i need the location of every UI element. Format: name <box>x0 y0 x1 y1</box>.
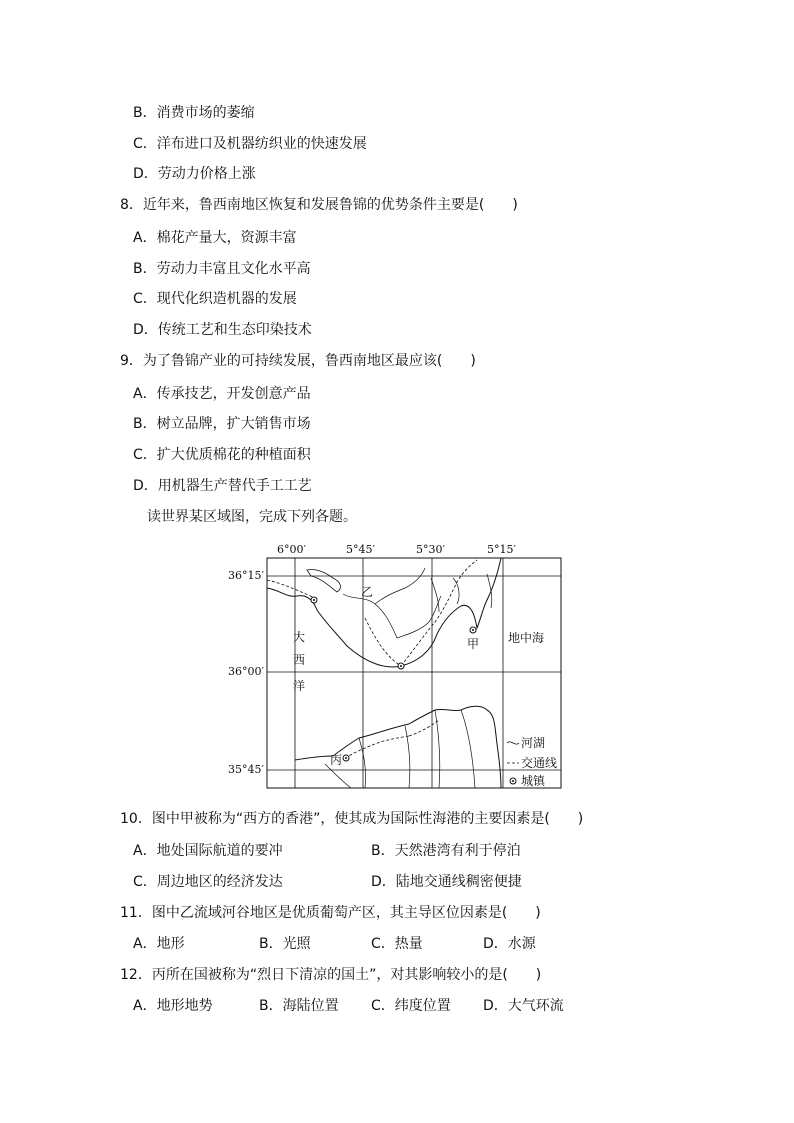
ocean-label-2: 西 <box>293 653 306 667</box>
q12-option-c: C．纬度位置 <box>371 998 451 1014</box>
q11-option-c: C．热量 <box>371 936 423 952</box>
map-intro: 读世界某区域图，完成下列各题。 <box>147 509 357 525</box>
graticule <box>267 558 561 788</box>
legend-transport-label: 交通线 <box>521 756 558 770</box>
place-label-yi: 乙 <box>361 585 374 599</box>
q9-option-c: C．扩大优质棉花的种植面积 <box>133 447 311 463</box>
q7-option-b: B．消费市场的萎缩 <box>133 105 255 121</box>
lon-label-5-15: 5°15′ <box>487 543 516 556</box>
q7-option-d: D．劳动力价格上涨 <box>133 166 256 182</box>
q8-option-b: B．劳动力丰富且文化水平高 <box>133 261 311 277</box>
q9-option-d: D．用机器生产替代手工工艺 <box>133 478 312 494</box>
q12-option-b: B．海陆位置 <box>259 998 339 1014</box>
ocean-label-1: 大 <box>293 630 306 644</box>
rivers-north <box>343 568 492 638</box>
ocean-label-3: 洋 <box>293 679 306 693</box>
q9-option-b: B．树立品牌，扩大销售市场 <box>133 416 311 432</box>
lon-label-5-45: 5°45′ <box>346 543 375 556</box>
place-label-jia: 甲 <box>467 637 480 651</box>
lat-label-36-00: 36°00′ <box>228 665 264 678</box>
q11-option-b: B．光照 <box>259 936 311 952</box>
legend-river-icon <box>507 742 519 744</box>
lon-label-6-00: 6°00′ <box>277 543 306 556</box>
q10-option-a: A．地处国际航道的要冲 <box>133 843 283 859</box>
q10-option-c: C．周边地区的经济发达 <box>133 874 283 890</box>
q10-option-d: D．陆地交通线稠密便捷 <box>371 874 522 890</box>
q10-stem: 10．图中甲被称为“西方的香港”，使其成为国际性海港的主要因素是( ) <box>120 811 584 827</box>
q7-option-c: C．洋布进口及机器纺织业的快速发展 <box>133 136 367 152</box>
q12-option-a: A．地形地势 <box>133 998 213 1014</box>
map-legend <box>507 735 557 788</box>
q11-option-d: D．水源 <box>483 936 536 952</box>
lat-label-35-45: 35°45′ <box>228 763 264 776</box>
lon-label-5-30: 5°30′ <box>416 543 445 556</box>
lat-label-36-15: 36°15′ <box>228 569 264 582</box>
place-label-bing: 丙 <box>330 753 343 767</box>
sea-label: 地中海 <box>508 631 545 645</box>
map-frame <box>267 558 561 788</box>
rivers-south <box>325 710 475 788</box>
q12-stem: 12．丙所在国被称为“烈日下清凉的国土”，对其影响较小的是( ) <box>120 967 542 983</box>
q8-option-d: D．传统工艺和生态印染技术 <box>133 322 312 338</box>
legend-river-label: 河湖 <box>521 736 546 750</box>
q8-option-a: A．棉花产量大，资源丰富 <box>133 230 297 246</box>
q8-stem: 8．近年来，鲁西南地区恢复和发展鲁锦的优势条件主要是( ) <box>120 197 518 213</box>
q11-option-a: A．地形 <box>133 936 185 952</box>
q8-option-c: C．现代化织造机器的发展 <box>133 291 297 307</box>
town-marker-bing <box>343 755 349 761</box>
q11-stem: 11．图中乙流域河谷地区是优质葡萄产区，其主导区位因素是( ) <box>120 905 541 921</box>
q9-stem: 9．为了鲁锦产业的可持续发展，鲁西南地区最应该( ) <box>120 353 476 369</box>
lagoon <box>307 569 340 592</box>
region-map <box>225 538 575 793</box>
legend-town-label: 城镇 <box>521 774 546 788</box>
q12-option-d: D．大气环流 <box>483 998 564 1014</box>
q10-option-b: B．天然港湾有利于停泊 <box>371 843 521 859</box>
q9-option-a: A．传承技艺，开发创意产品 <box>133 386 311 402</box>
